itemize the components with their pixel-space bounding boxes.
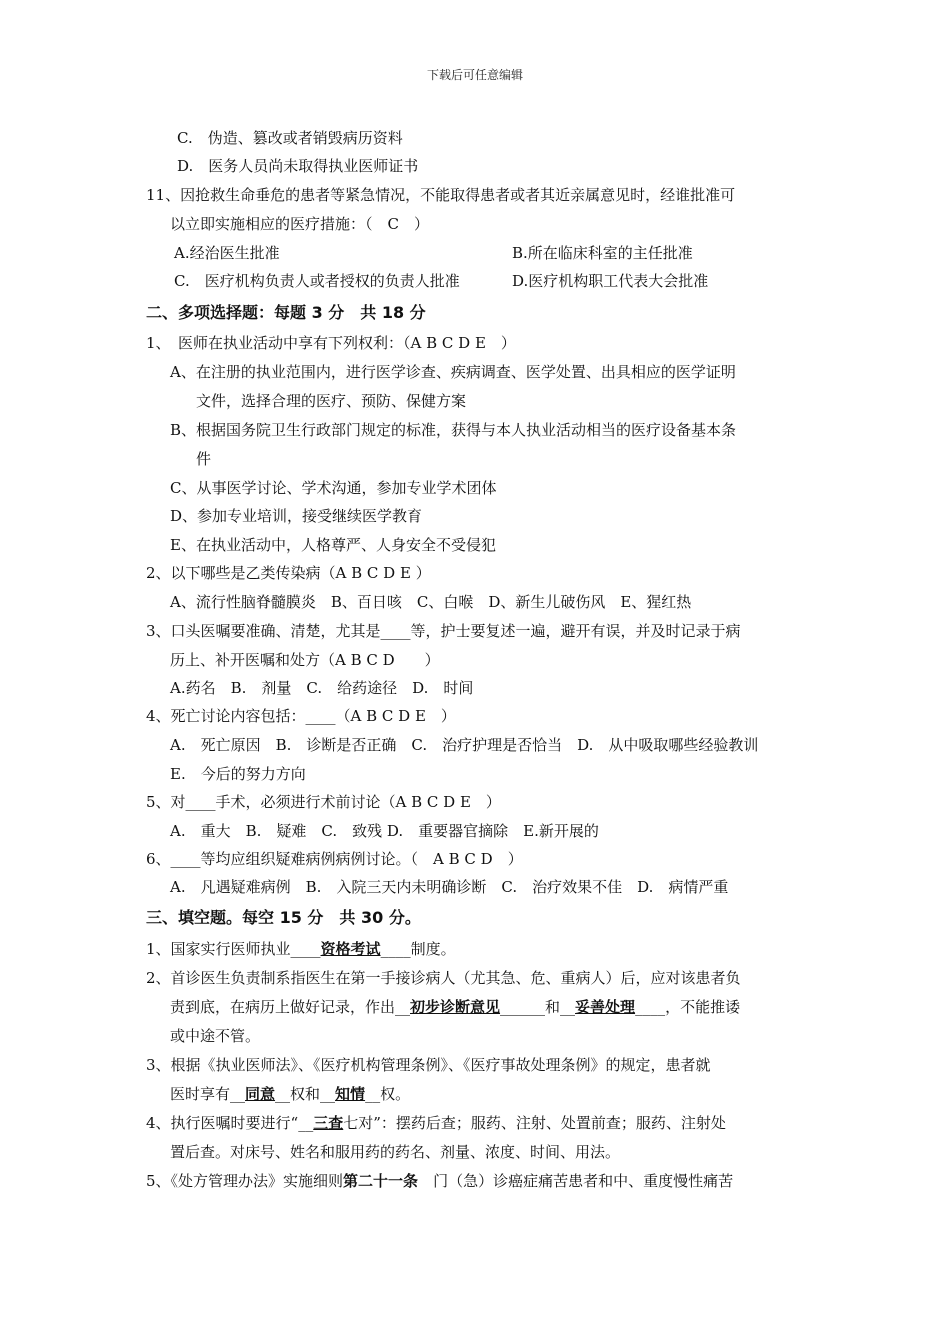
s3-q1-answer: 资格考试 xyxy=(320,940,381,958)
s3-q4-line1 xyxy=(146,1113,726,1133)
s2-q5-options: A. 重大 B. 疑难 C. 致残 D. 重要器官摘除 E.新开展的 xyxy=(170,822,599,840)
s3-q4-post: 七对”：摆药后查；服药、注射、处置前查；服药、注射处 xyxy=(343,1114,726,1132)
s2-q2-options: A、流行性脑脊髓膜炎 B、百日咳 C、白喉 D、新生儿破伤风 E、猩红热 xyxy=(170,593,692,611)
s3-q2-blank1: __ xyxy=(395,998,411,1016)
s2-q2-stem: 2、以下哪些是乙类传染病（A B C D E ） xyxy=(146,564,431,582)
s3-q4-line2: 置后查。对床号、姓名和服用药的药名、剂量、浓度、时间、用法。 xyxy=(170,1143,621,1161)
s2-q4-stem: 4、死亡讨论内容包括：____（A B C D E ） xyxy=(146,707,456,725)
s3-q3-blank3: __ xyxy=(320,1085,336,1103)
s3-q2-blank3: __ xyxy=(560,998,576,1016)
q11-option-a: A.经治医生批准 xyxy=(174,244,280,262)
q11-stem-line1: 11、因抢救生命垂危的患者等紧急情况，不能取得患者或者其近亲属意见时，经谁批准可 xyxy=(146,186,736,204)
s3-q3-post: 权。 xyxy=(380,1085,411,1103)
s2-q3-stem-line2: 历上、补开医嘱和处方（A B C D ） xyxy=(170,651,440,669)
s2-q3-stem-line1: 3、口头医嘱要准确、清楚，尤其是____等，护士要复述一遍，避开有误，并及时记录于病 xyxy=(146,622,741,640)
s2-q3-options: A.药名 B. 剂量 C. 给药途径 D. 时间 xyxy=(170,679,474,697)
s3-q2-pre: 责到底，在病历上做好记录，作出 xyxy=(170,998,396,1016)
s3-q4-blank: __ xyxy=(298,1114,314,1132)
s2-q1-option-a-line2: 文件，选择合理的医疗、预防、保健方案 xyxy=(196,392,467,410)
q11-option-c: C. 医疗机构负责人或者授权的负责人批准 xyxy=(174,272,460,290)
s2-q4-options-line1: A. 死亡原因 B. 诊断是否正确 C. 治疗护理是否恰当 D. 从中吸取哪些经验教训 xyxy=(170,736,759,754)
q11-stem-line2: 以立即实施相应的医疗措施：（ C ） xyxy=(170,215,429,233)
s2-q1-option-a-line1: A、在注册的执业范围内，进行医学诊查、疾病调查、医学处置、出具相应的医学证明 xyxy=(170,363,736,381)
s2-q4-options-line2: E. 今后的努力方向 xyxy=(170,765,306,783)
s3-q2-answer2: 妥善处理 xyxy=(575,998,636,1016)
section3-title: 三、填空题。每空 15 分 共 30 分。 xyxy=(146,908,421,927)
s3-q3-pre: 医时享有 xyxy=(170,1085,231,1103)
s3-q2-mid: 和 xyxy=(545,998,561,1016)
s3-q3-line2 xyxy=(170,1084,410,1104)
prev-question-option-c: C. 伪造、篡改或者销毁病历资料 xyxy=(177,129,403,147)
s3-q3-answer1: 同意 xyxy=(245,1085,276,1103)
s3-q2-blank4: ____ xyxy=(635,998,666,1016)
s3-q1-blank-right: ____ xyxy=(380,940,411,958)
s3-q2-post: ，不能推诿 xyxy=(665,998,741,1016)
prev-question-option-d: D. 医务人员尚未取得执业医师证书 xyxy=(177,157,419,175)
s2-q1-option-d: D、参加专业培训，接受继续医学教育 xyxy=(170,507,423,525)
page-header: 下载后可任意编辑 xyxy=(426,68,523,82)
s2-q6-stem: 6、____等均应组织疑难病例病例讨论。（ A B C D ） xyxy=(146,850,523,868)
q11-option-d: D.医疗机构职工代表大会批准 xyxy=(512,272,709,290)
s3-q4-pre: 4、执行医嘱时要进行“ xyxy=(146,1114,299,1132)
s3-q3-blank1: __ xyxy=(230,1085,246,1103)
s3-q3-blank4: __ xyxy=(365,1085,381,1103)
s3-q5-answer: 第二十一条 xyxy=(343,1172,419,1190)
s3-q2-answer1: 初步诊断意见 xyxy=(410,998,501,1016)
section2-title: 二、多项选择题：每题 3 分 共 18 分 xyxy=(146,303,426,322)
s3-q1-blank-left: ____ xyxy=(290,940,321,958)
s2-q1-stem: 1、 医师在执业活动中享有下列权利：（A B C D E ） xyxy=(146,334,516,352)
s2-q1-option-c: C、从事医学讨论、学术沟通，参加专业学术团体 xyxy=(170,479,497,497)
s3-q1-post: 制度。 xyxy=(410,940,456,958)
s3-q5-line1 xyxy=(146,1171,733,1191)
s3-q2-blank2: ______ xyxy=(500,998,546,1016)
s3-q5-pre: 5、《处方管理办法》实施细则 xyxy=(146,1172,344,1190)
s3-q1 xyxy=(146,939,456,959)
s3-q2-line1: 2、首诊医生负责制系指医生在第一手接诊病人（尤其急、危、重病人）后，应对该患者负 xyxy=(146,969,741,987)
s3-q3-answer2: 知情 xyxy=(335,1085,366,1103)
s3-q1-pre: 1、国家实行医师执业 xyxy=(146,940,291,958)
s3-q2-line3: 或中途不管。 xyxy=(170,1027,261,1045)
s2-q5-stem: 5、对____手术，必须进行术前讨论（A B C D E ） xyxy=(146,793,501,811)
s3-q3-line1: 3、根据《执业医师法》、《医疗机构管理条例》、《医疗事故处理条例》的规定，患者就 xyxy=(146,1056,711,1074)
s2-q1-option-b-line2: 件 xyxy=(196,450,212,468)
s3-q5-post: 门（急）诊癌症痛苦患者和中、重度慢性痛苦 xyxy=(418,1172,734,1190)
s2-q6-options: A. 凡遇疑难病例 B. 入院三天内未明确诊断 C. 治疗效果不佳 D. 病情严重 xyxy=(170,878,729,896)
s2-q1-option-b-line1: B、根据国务院卫生行政部门规定的标准，获得与本人执业活动相当的医疗设备基本条 xyxy=(170,421,737,439)
s3-q4-answer: 三查 xyxy=(313,1114,344,1132)
s3-q3-blank2: __ xyxy=(275,1085,291,1103)
s3-q3-mid: 权和 xyxy=(290,1085,321,1103)
s2-q1-option-e: E、在执业活动中，人格尊严、人身安全不受侵犯 xyxy=(170,536,496,554)
q11-option-b: B.所在临床科室的主任批准 xyxy=(512,244,693,262)
s3-q2-line2 xyxy=(170,997,740,1017)
